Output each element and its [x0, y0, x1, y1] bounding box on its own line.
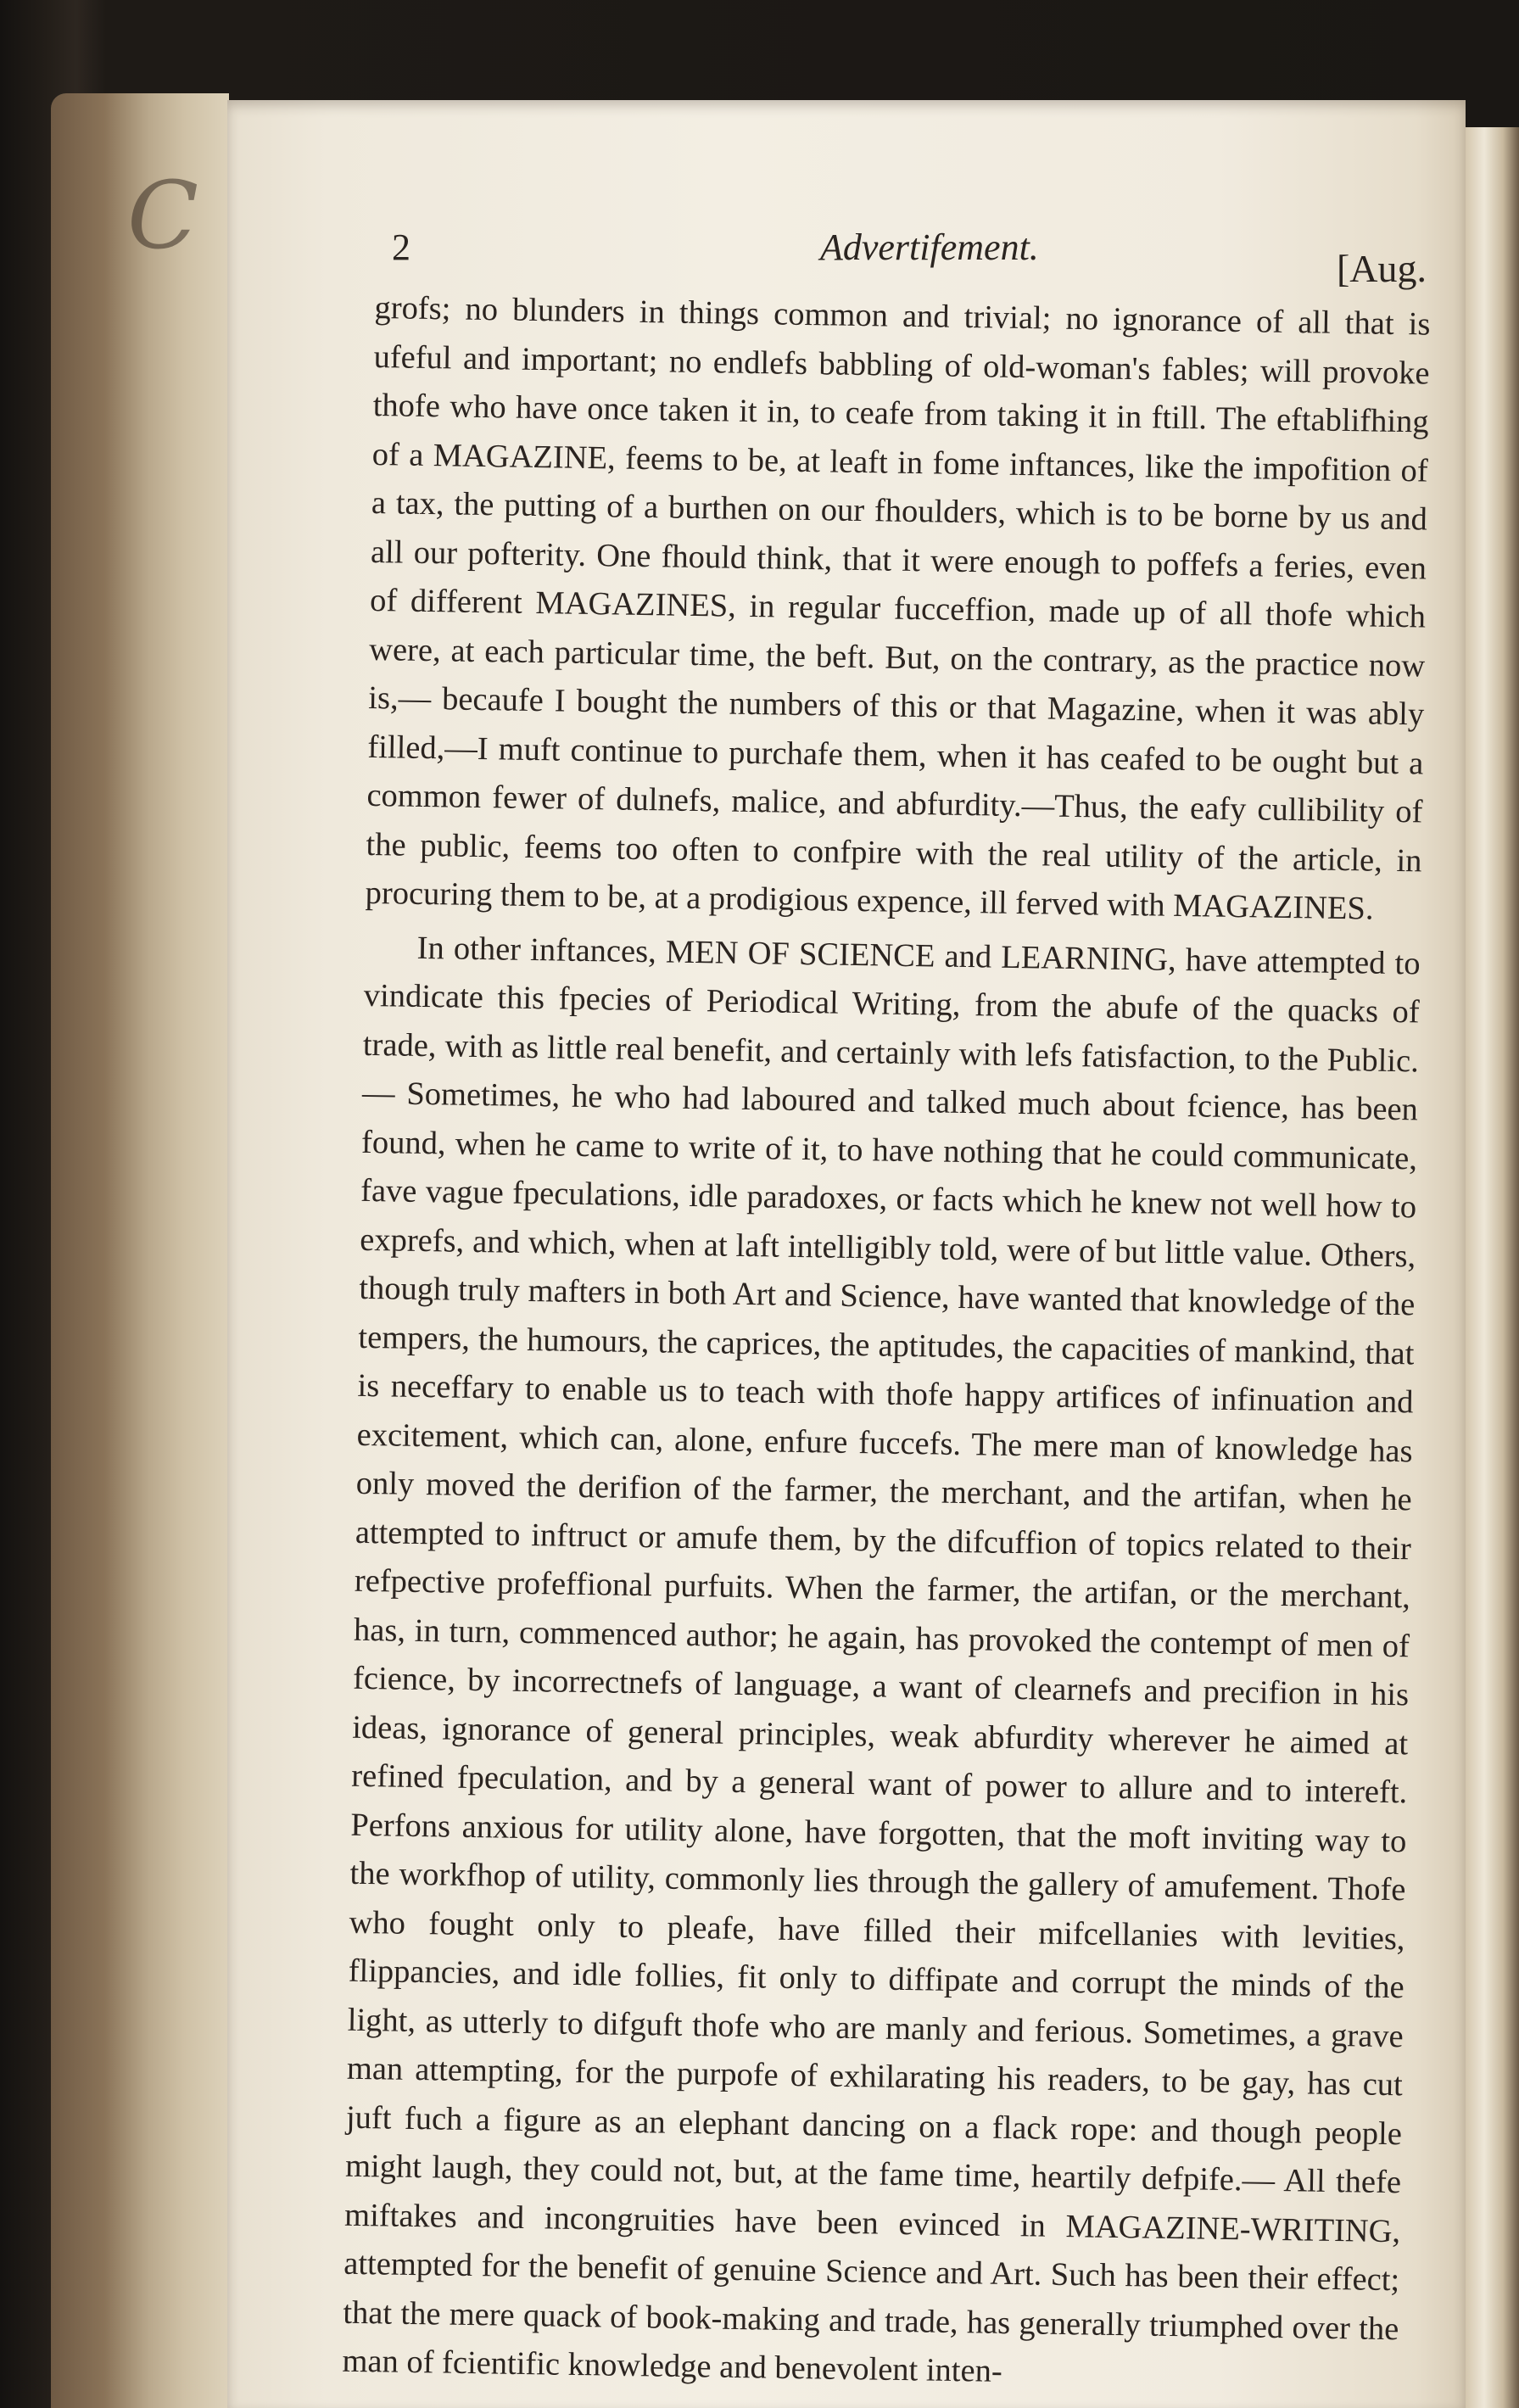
running-title: Advertifement.	[820, 226, 1039, 268]
paragraph-2: In other inftances, MEN OF SCIENCE and LEARNING, have attempted to vindicate this fpecies of Periodical Writing, from the abufe of the quacks of trade, with as little real benefit, and certainly with lefs fatisfaction, to the Public.— Sometimes, he who had laboured and talked much about fcience, has been found, when he came to write of it, to have nothing that he could communicate, fave vague fpeculations, idle paradoxes, or facts which he knew not well how to exprefs, and which, when at laft intelligibly told, were of but little value. Others, though truly mafters in both Art and Science, have wanted that knowledge of the tempers, the humours, the caprices, the aptitudes, the capacities of mankind, that is neceffary to enable us to teach with thofe happy artifices of infinuation and excitement, which can, alone, enfure fuccefs. The mere man of knowledge has only moved the derifion of the farmer, the merchant, and the artifan, when he attempted to inftruct or amufe them, by the difcuffion of topics related to their refpective profeffional purfuits. When the farmer, the artifan, or the merchant, has, in turn, commenced author; he again, has provoked the contempt of men of fcience, by incorrectnefs of language, a want of clearnefs and precifion in his ideas, ignorance of general principles, weak abfurdity wherever he aimed at refined fpeculation, and by a general want of power to allure and to intereft. Perfons anxious for utility alone, have forgotten, that the moft inviting way to the workfhop of utility, commonly lies through the gallery of amufement. Thofe who fought only to pleafe, have filled their mifcellanies with levities, flippancies, and idle follies, fit only to diffipate and corrupt the minds of the light, as utterly to difguft thofe who are manly and ferious. Sometimes, a grave man attempting, for the purpofe of exhilarating his readers, to be gay, has cut juft fuch a figure as an elephant dancing on a flack rope: and though people might laugh, they could not, but, at the fame time, heartily defpife.— All thefe miftakes and incongruities have been evinced in MAGAZINE-WRITING, attempted for the benefit of genuine Science and Art. Such has been their effect; that the mere quack of book-making and trade, has generally triumphed over the man of fcientific knowledge and benevolent inten-	[342, 930, 1421, 2389]
page-edge	[1466, 127, 1519, 2408]
paragraph-1: grofs; no blunders in things common and trivial; no ignorance of all that is ufeful and important; no endlefs babbling of old-woman's fables; will provoke thofe who have once taken it in, to ceafe from taking it in ftill. The eftablifhing of a MAGAZINE, feems to be, at leaft in fome inftances, like the impofition of a tax, the putting of a burthen on our fhoulders, which is to be borne by us and all our pofterity. One fhould think, that it were enough to poffefs a feries, even of different MAGAZINES, in regular fucceffion, made up of all thofe which were, at each particular time, the beft. But, on the contrary, as the practice now is,— becaufe I bought the numbers of this or that Magazine, when it was ably filled,—I muft continue to purchafe them, when it has ceafed to be ought but a common fewer of dulnefs, malice, and abfurdity.—Thus, the eafy cullibility of the public, feems too often to confpire with the real utility of the article, in procuring them to be, at a prodigious expence, ill ferved with MAGAZINES.	[365, 289, 1431, 927]
spine-letter: C	[127, 161, 199, 270]
body-text	[342, 284, 1431, 2403]
book-spine-edge	[51, 93, 229, 2408]
page-number: 2	[392, 226, 410, 268]
running-header	[392, 217, 1427, 293]
running-date: [Aug.	[1336, 247, 1427, 290]
